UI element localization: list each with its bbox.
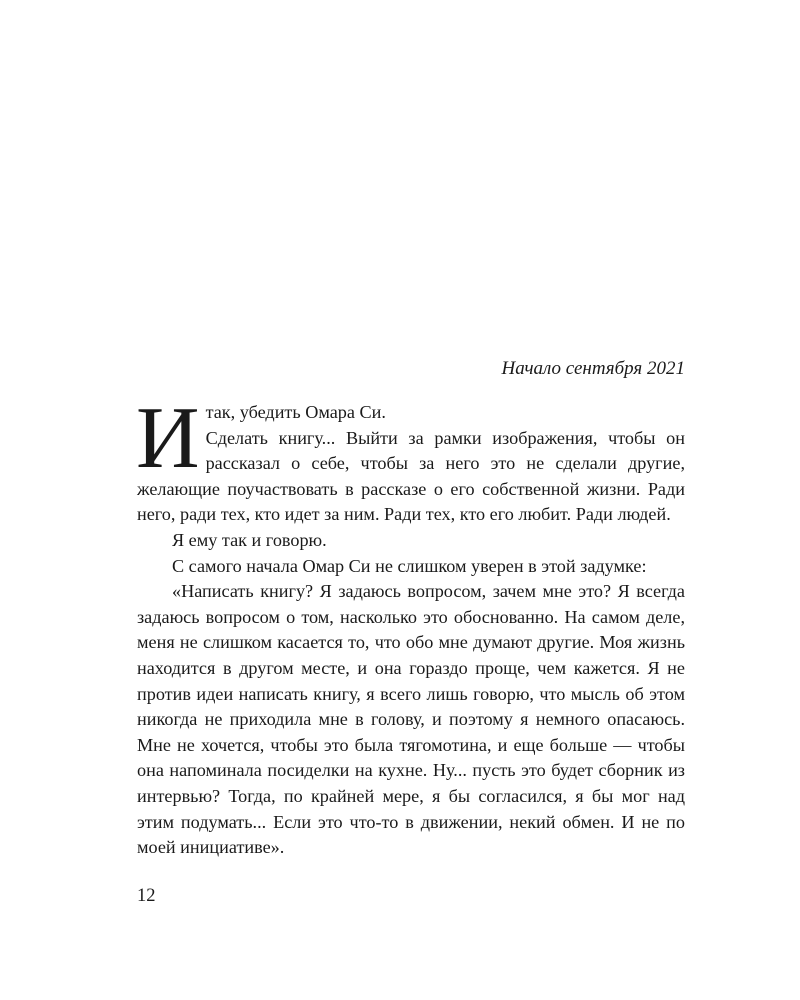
drop-cap-letter: И [136, 390, 200, 487]
paragraph-3: Я ему так и говорю. [172, 529, 327, 550]
chapter-body-text [136, 390, 685, 861]
paragraph-1: так, убедить Омара Си. [205, 402, 386, 422]
chapter-date-heading: Начало сентября 2021 [501, 358, 685, 379]
paragraph-5-quote: «Написать книгу? Я задаюсь вопросом, зачем мне это? Я всегда задаюсь вопросом о том, насколько это обоснованно. На самом деле, меня не слишком касается то, что обо мне думают другие. Моя жизнь находится в другом месте, и она гораздо проще, чем кажется. Я не против идеи написать книгу, я всего лишь говорю, что мысль об этом никогда не приходила мне в голову, и поэтому я немного опасаюсь. Мне не хочется, чтобы это была тягомотина, и еще больше — чтобы она напоминала посиделки на кухне. Ну... пусть это будет сборник из интервью? Тогда, по крайней мере, я бы согласился, я бы мог над этим подумать... Если это что-то в движении, некий обмен. И не по моей инициативе». [137, 581, 685, 858]
paragraph-4: С самого начала Омар Си не слишком уверен в этой задумке: [172, 555, 647, 576]
paragraph-2: Сделать книгу... Выйти за рамки изображения, чтобы он рассказал о себе, чтобы за него это не сделали другие, желающие поучаствовать в рассказе о его собственной жизни. Ради него, ради тех, кто идет за ним. Ради тех, кто его любит. Ради людей. [137, 427, 685, 525]
page-number: 12 [137, 886, 156, 906]
